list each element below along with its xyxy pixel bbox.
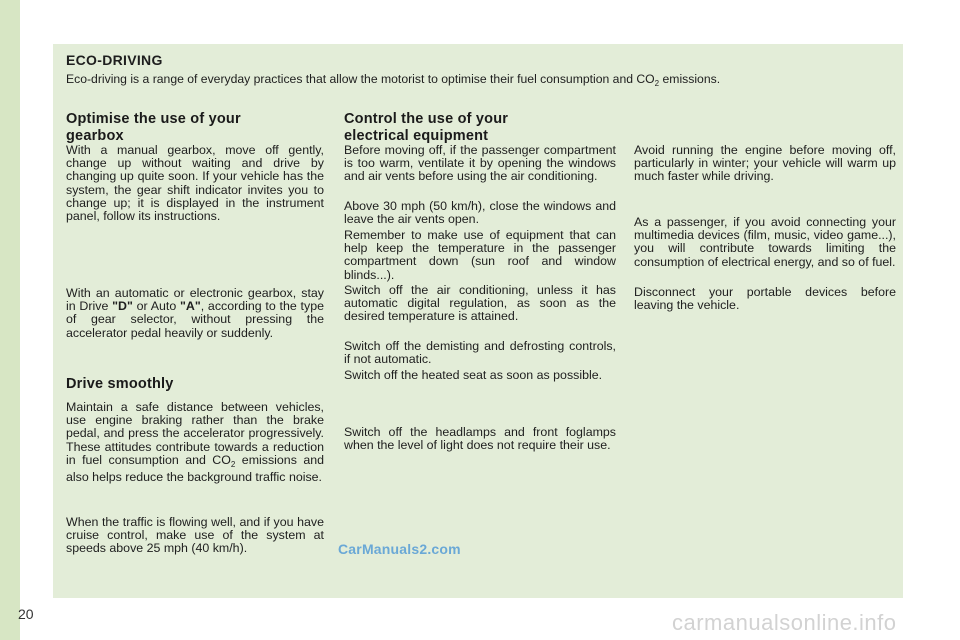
drive-smoothly-title: Drive smoothly xyxy=(66,376,174,392)
ventilate-paragraph xyxy=(344,144,616,184)
close-windows-text: Above 30 mph (50 km/h), close the windows and leave the air vents open. xyxy=(344,199,616,227)
intro-text xyxy=(66,72,896,91)
equipment-text: Remember to make use of equipment that can help keep the temperature in the passenger compartment down (sun roof and window blinds...). xyxy=(344,228,616,282)
drive-smoothly-heading xyxy=(66,376,324,393)
multimedia-text: As a passenger, if you avoid connecting your multimedia devices (film, music, video game...), you will contribute towards limiting the consumption of electrical energy, and so of fuel. xyxy=(634,215,896,269)
heated-seat-text: Switch off the heated seat as soon as possible. xyxy=(344,368,603,382)
cruise-control-text: When the traffic is flowing well, and if you have cruise control, make use of the system at speeds above 25 mph (40 km/h). xyxy=(66,515,324,556)
drive-mode-label: "D" xyxy=(112,299,133,314)
gearbox-heading-line-2: gearbox xyxy=(66,128,124,144)
cruise-control-paragraph xyxy=(66,516,324,556)
air-conditioning-paragraph xyxy=(344,284,616,324)
headlamps-paragraph xyxy=(344,426,616,452)
multimedia-paragraph xyxy=(634,216,896,269)
intro-subscript: 2 xyxy=(654,79,660,88)
safe-distance-paragraph xyxy=(66,401,324,484)
air-conditioning-text: Switch off the air conditioning, unless it has automatic digital regulation, as soon as the desired temperature is attained. xyxy=(344,283,616,324)
equipment-paragraph xyxy=(344,229,616,282)
manual-gearbox-paragraph xyxy=(66,144,324,223)
close-windows-paragraph xyxy=(344,200,616,226)
electrical-heading-line-1: Control the use of your xyxy=(344,111,509,127)
ventilate-text: Before moving off, if the passenger compartment is too warm, ventilate it by opening the windows and air vents before using the air conditioning. xyxy=(344,143,616,184)
electrical-heading-line-2: electrical equipment xyxy=(344,128,489,144)
side-strip xyxy=(0,0,20,640)
portable-devices-text: Disconnect your portable devices before leaving the vehicle. xyxy=(634,285,896,313)
gearbox-heading-line-1: Optimise the use of your xyxy=(66,111,241,127)
automatic-gearbox-paragraph xyxy=(66,287,324,340)
engine-warmup-text: Avoid running the engine before moving off, particularly in winter; your vehicle will warm up much faster while driving. xyxy=(634,143,896,184)
auto-text-start: With an automatic or electronic gearbox, stay in Drive xyxy=(66,286,324,314)
safe-distance-text: Maintain a safe distance between vehicles, use engine braking rather than the brake pedal, and press the accelerator progressively. These attitudes contribute towards a reduction in fuel consumption and CO xyxy=(66,400,324,467)
auto-mode-label: "A" xyxy=(180,299,201,314)
watermark-logo: CarManuals2.com xyxy=(338,541,461,557)
safe-distance-text-end: emissions and also helps reduce the background traffic noise. xyxy=(66,452,324,485)
intro-text-end: emissions. xyxy=(659,72,721,86)
portable-devices-paragraph xyxy=(634,286,896,312)
headlamps-text: Switch off the headlamps and front foglamps when the level of light does not require their use. xyxy=(344,425,616,453)
demisting-text: Switch off the demisting and defrosting controls, if not automatic. xyxy=(344,339,616,367)
page-title: ECO-DRIVING xyxy=(66,52,163,68)
heated-seat-paragraph xyxy=(344,369,616,382)
auto-text-mid: or Auto xyxy=(132,299,180,314)
engine-warmup-paragraph xyxy=(634,144,896,184)
intro-text-main: Eco-driving is a range of everyday practices that allow the motorist to optimise their fuel consumption and CO xyxy=(66,72,655,86)
page-number: 20 xyxy=(18,606,34,622)
gearbox-heading xyxy=(66,111,324,145)
manual-gearbox-text: With a manual gearbox, move off gently, change up without waiting and drive by changing up quite soon. If your vehicle has the system, the gear shift indicator invites you to change up; it is displayed in the instrument panel, follow its instructions. xyxy=(66,143,324,224)
demisting-paragraph xyxy=(344,340,616,366)
auto-text-end: , according to the type of gear selector, without pressing the accelerator pedal heavily or suddenly. xyxy=(66,299,324,340)
electrical-heading xyxy=(344,111,616,145)
footer-watermark: carmanualsonline.info xyxy=(672,610,897,635)
co2-subscript: 2 xyxy=(230,459,236,469)
